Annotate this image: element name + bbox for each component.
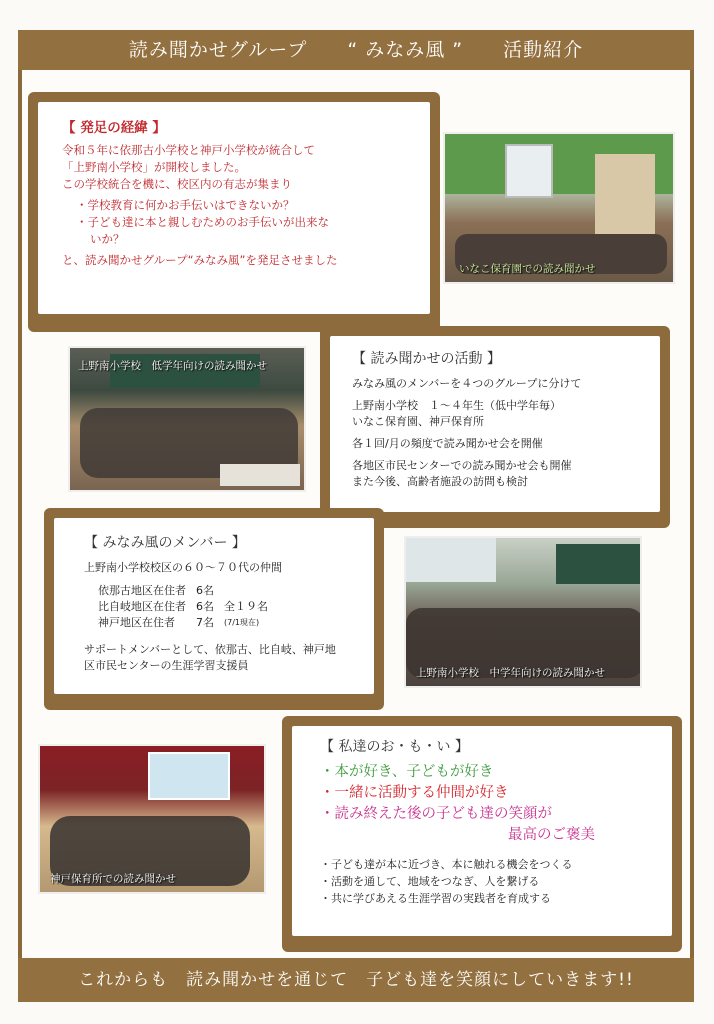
members-page — [54, 518, 374, 694]
member-count: 7名 — [196, 616, 214, 629]
activities-page — [330, 336, 660, 512]
photo-caption: 上野南小学校 中学年向けの読み聞かせ — [416, 667, 605, 679]
thoughts-page — [292, 726, 672, 936]
member-area: 神戸地区在住者 — [98, 616, 175, 629]
activities-book — [320, 326, 670, 528]
activities-heading: 【 読み聞かせの活動 】 — [352, 351, 501, 367]
footer-message: これからも 読み聞かせを通じて 子ども達を笑顔にしていきます!! — [78, 970, 634, 990]
photo-caption: 神戸保育所での読み聞かせ — [50, 873, 176, 885]
photo-caption: 上野南小学校 低学年向けの読み聞かせ — [78, 360, 267, 372]
goal-line: ・子ども達が本に近づき、本に触れる機会をつくる — [320, 858, 573, 871]
origin-line: 「上野南小学校」が開校しました。 — [62, 160, 246, 174]
member-count: 6名 — [196, 600, 214, 613]
origin-line: この学校統合を機に、校区内の有志が集まり — [62, 177, 292, 191]
activity-line: みなみ風のメンバーを４つのグループに分けて — [352, 377, 582, 390]
origin-page — [38, 102, 430, 314]
member-note: (7/1現在) — [224, 617, 260, 627]
members-intro: 上野南小学校校区の６０～７０代の仲間 — [84, 561, 282, 574]
footer-banner — [18, 958, 694, 1002]
table-row — [98, 614, 278, 630]
origin-closing: と、読み聞かせグループ“みなみ風”を発足させました — [62, 253, 338, 267]
members-book — [44, 508, 384, 710]
members-support: サポートメンバーとして、依那古、比自岐、神戸地区市民センターの生涯学習支援員 — [84, 643, 336, 672]
photo-lower-grade — [68, 346, 306, 492]
activity-line: いなこ保育園、神戸保育所 — [352, 415, 484, 428]
photo-middle-grade — [404, 536, 642, 688]
motto-line: ・本が好き、子どもが好き — [320, 764, 494, 780]
origin-bullet: ・学校教育に何かお手伝いはできないか？ — [76, 198, 295, 212]
origin-bullet: ・子ども達に本と親しむためのお手伝いが出来ないか？ — [76, 215, 329, 246]
activity-line: 各１回/月の頻度で読み聞かせ会を開催 — [352, 437, 543, 450]
origin-line: 令和５年に依那古小学校と神戸小学校が統合して — [62, 143, 315, 157]
photo-inako-nursery — [443, 132, 675, 284]
member-total: 全１９名 — [224, 600, 268, 613]
origin-book — [28, 92, 440, 332]
table-row — [98, 598, 278, 614]
members-heading: 【 みなみ風のメンバー 】 — [84, 535, 246, 551]
motto-line: ・読み終えた後の子ども達の笑顔が — [320, 806, 552, 822]
photo-caption: いなこ保育園での読み聞かせ — [459, 263, 596, 275]
thoughts-heading: 【 私達のお・も・い 】 — [320, 739, 469, 755]
member-area: 依那古地区在住者 — [98, 584, 186, 597]
motto-line: ・一緒に活動する仲間が好き — [320, 785, 509, 801]
members-table — [98, 582, 278, 630]
member-total — [224, 582, 278, 598]
member-area: 比自岐地区在住者 — [98, 600, 186, 613]
origin-heading: 【 発足の経緯 】 — [62, 120, 166, 136]
thoughts-book — [282, 716, 682, 952]
table-row — [98, 582, 278, 598]
member-count: 6名 — [196, 584, 214, 597]
photo-kanbe-nursery — [38, 744, 266, 894]
header-banner — [18, 30, 694, 70]
activity-line: 各地区市民センターでの読み聞かせ会も開催 — [352, 459, 572, 472]
goal-line: ・活動を通して、地域をつなぎ、人を繋げる — [320, 875, 540, 888]
motto-line: 最高のご褒美 — [508, 827, 595, 843]
page-title: 読み聞かせグループ “ みなみ風 ” 活動紹介 — [128, 39, 584, 61]
activity-line: 上野南小学校 １～４年生（低中学年毎） — [352, 399, 561, 412]
goal-line: ・共に学びあえる生涯学習の実践者を育成する — [320, 892, 551, 905]
activity-line: また今後、高齢者施設の訪問も検討 — [352, 475, 528, 488]
